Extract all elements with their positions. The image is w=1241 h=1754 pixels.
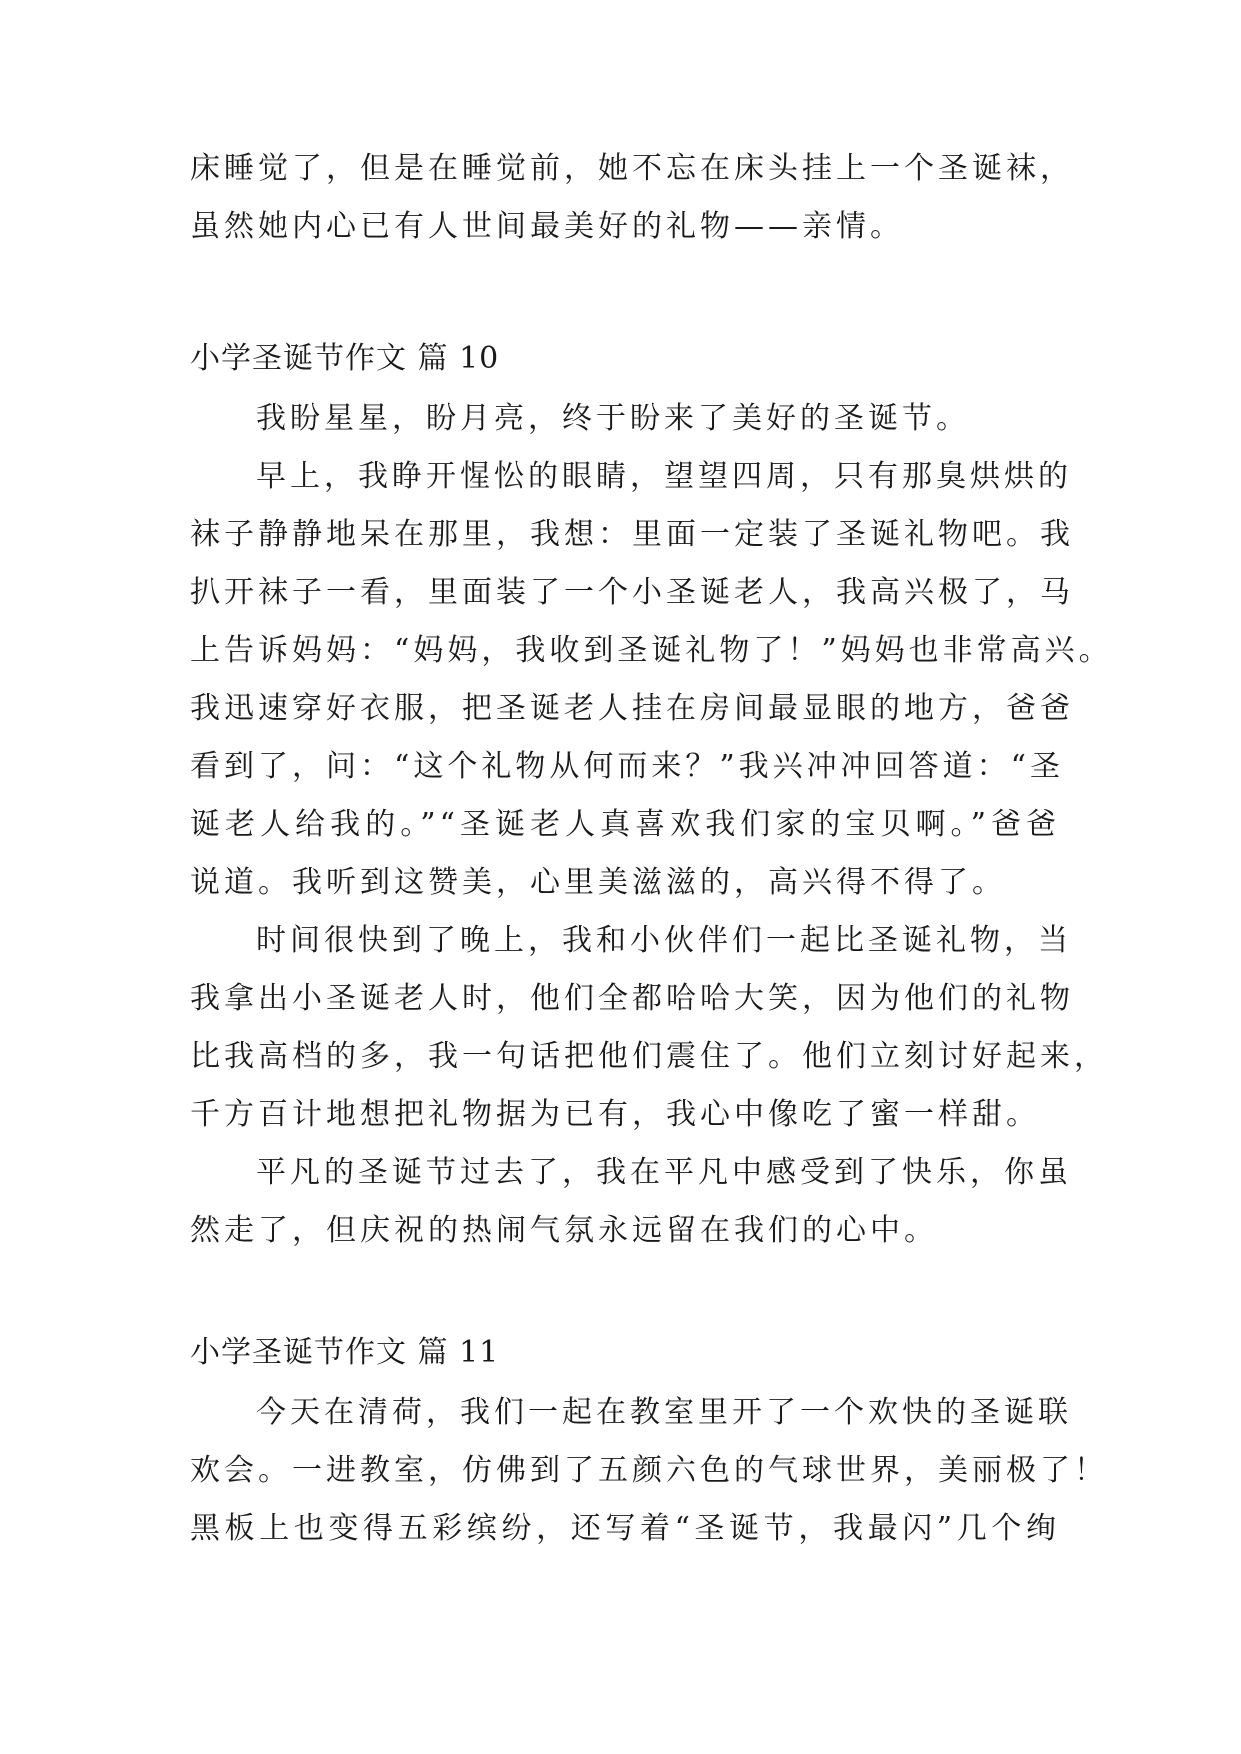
text-line: 扒开袜子一看，里面装了一个小圣诞老人，我高兴极了，马 (190, 575, 1074, 610)
text-line: 时间很快到了晚上，我和小伙伴们一起比圣诞礼物，当 (256, 923, 1072, 958)
text-line: 床睡觉了，但是在睡觉前，她不忘在床头挂上一个圣诞袜， (190, 151, 1074, 186)
section-heading: 小学圣诞节作文 篇 11 (190, 1335, 500, 1370)
text-line: 袜子静静地呆在那里，我想：里面一定装了圣诞礼物吧。我 (190, 517, 1074, 552)
paragraph (190, 448, 1113, 912)
paragraph (190, 912, 1108, 1144)
text-line: 我拿出小圣诞老人时，他们全都哈哈大笑，因为他们的礼物 (190, 981, 1074, 1016)
text-line: 比我高档的多，我一句话把他们震住了。他们立刻讨好起来， (190, 1039, 1108, 1074)
text-line: 看到了，问：“这个礼物从何而来？”我兴冲冲回答道：“圣 (190, 749, 1065, 784)
text-line: 黑板上也变得五彩缤纷，还写着“圣诞节，我最闪”几个绚 (190, 1511, 1060, 1546)
text-line: 平凡的圣诞节过去了，我在平凡中感受到了快乐，你虽 (256, 1155, 1072, 1190)
text-line: 今天在清荷，我们一起在教室里开了一个欢快的圣诞联 (256, 1395, 1072, 1430)
section-heading: 小学圣诞节作文 篇 10 (190, 341, 500, 376)
paragraph (190, 390, 1060, 448)
text-line: 诞老人给我的。”“圣诞老人真喜欢我们家的宝贝啊。”爸爸 (190, 807, 1060, 842)
text-line: 我迅速穿好衣服，把圣诞老人挂在房间最显眼的地方，爸爸 (190, 691, 1074, 726)
text-line: 然走了，但庆祝的热闹气氛永远留在我们的心中。 (190, 1213, 938, 1248)
text-line: 说道。我听到这赞美，心里美滋滋的，高兴得不得了。 (190, 865, 1006, 900)
text-line: 虽然她内心已有人世间最美好的礼物——亲情。 (190, 209, 904, 244)
text-line: 我盼星星，盼月亮，终于盼来了美好的圣诞节。 (256, 401, 970, 436)
text-line: 早上，我睁开惺忪的眼睛，望望四周，只有那臭烘烘的 (256, 459, 1072, 494)
text-line: 欢会。一进教室，仿佛到了五颜六色的气球世界，美丽极了！ (190, 1453, 1108, 1488)
paragraph (190, 1384, 1108, 1558)
text-line: 上告诉妈妈：“妈妈，我收到圣诞礼物了！”妈妈也非常高兴。 (190, 633, 1113, 668)
paragraph (190, 1144, 1072, 1260)
intro-paragraph (190, 140, 1074, 256)
text-line: 千方百计地想把礼物据为已有，我心中像吃了蜜一样甜。 (190, 1097, 1040, 1132)
